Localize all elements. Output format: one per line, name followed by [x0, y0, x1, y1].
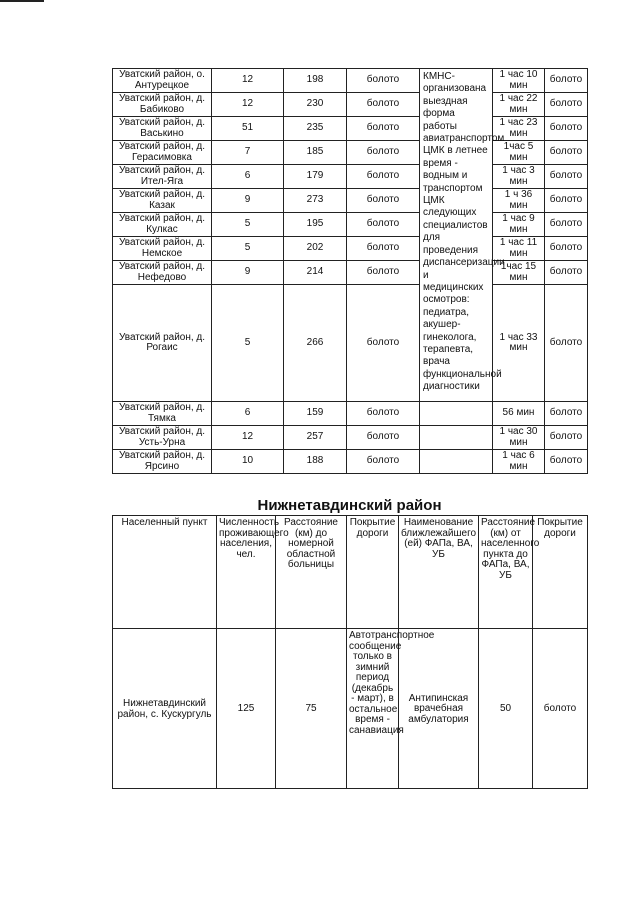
- table-row: [113, 189, 588, 213]
- cell-population: 12: [212, 69, 284, 93]
- cell-facility: Антипинская врачебная амбулатория: [399, 629, 479, 789]
- header-settlement: Населенный пункт: [113, 516, 217, 629]
- cell-road: болото: [347, 213, 420, 237]
- table-row: [113, 261, 588, 285]
- cell-settlement: Уватский район, д. Немское: [113, 237, 212, 261]
- cell-road-2: болото: [545, 117, 588, 141]
- cell-population: 9: [212, 261, 284, 285]
- cell-population: 6: [212, 402, 284, 426]
- cell-distance: 202: [284, 237, 347, 261]
- cell-road: болото: [347, 117, 420, 141]
- cell-distance: 214: [284, 261, 347, 285]
- cell-travel-time: 1 ч 36 мин: [493, 189, 545, 213]
- cell-settlement: Уватский район, д. Казак: [113, 189, 212, 213]
- table-row: [113, 117, 588, 141]
- cell-settlement: Уватский район, д. Тямка: [113, 402, 212, 426]
- header-road: Покрытие дороги: [347, 516, 399, 629]
- cell-population: 125: [217, 629, 276, 789]
- cell-travel-time: 56 мин: [493, 402, 545, 426]
- cell-road-2: болото: [545, 165, 588, 189]
- cell-population: 5: [212, 285, 284, 402]
- cell-road-2: болото: [545, 213, 588, 237]
- header-road-2: Покрытие дороги: [533, 516, 588, 629]
- cell-road-2: болото: [545, 450, 588, 474]
- cell-settlement: Уватский район, о. Антурецкое: [113, 69, 212, 93]
- cell-distance: 195: [284, 213, 347, 237]
- table-header-row: [113, 516, 588, 629]
- cell-distance: 185: [284, 141, 347, 165]
- cell-settlement: Уватский район, д. Рогаис: [113, 285, 212, 402]
- cell-settlement: Уватский район, д. Нефедово: [113, 261, 212, 285]
- cell-travel-time: 1час 15 мин: [493, 261, 545, 285]
- cell-road-2: болото: [533, 629, 588, 789]
- cell-road: болото: [347, 285, 420, 402]
- table-row: [113, 450, 588, 474]
- cell-road-2: болото: [545, 93, 588, 117]
- cell-road-2: болото: [545, 426, 588, 450]
- cell-distance: 75: [276, 629, 347, 789]
- cell-empty: [420, 402, 493, 426]
- cell-population: 12: [212, 93, 284, 117]
- cell-outreach-note: КМНС-организована выездная форма работы авиатранспортом ЦМК в летнее время - водным и транспортом ЦМК следующих специалистов для проведения диспансеризации и медицинских осмотров: педиатра, акушер-гинеколога, терапевта, врача функциональной диагностики: [420, 69, 493, 402]
- cell-road: болото: [347, 450, 420, 474]
- cell-settlement: Уватский район, д. Ярсино: [113, 450, 212, 474]
- cell-population: 5: [212, 237, 284, 261]
- cell-road: болото: [347, 141, 420, 165]
- cell-road: болото: [347, 165, 420, 189]
- cell-road-2: болото: [545, 261, 588, 285]
- cell-distance: 188: [284, 450, 347, 474]
- header-facility: Наименование ближлежайшего (ей) ФАПа, ВА, УБ: [399, 516, 479, 629]
- cell-distance: 257: [284, 426, 347, 450]
- cell-travel-time: 1 час 33 мин: [493, 285, 545, 402]
- cell-settlement: Уватский район, д. Васькино: [113, 117, 212, 141]
- settlements-table-nizhnetavda: [112, 515, 588, 789]
- cell-distance: 159: [284, 402, 347, 426]
- cell-travel-time: 1 час 6 мин: [493, 450, 545, 474]
- cell-settlement: Уватский район, д. Бабиково: [113, 93, 212, 117]
- cell-population: 9: [212, 189, 284, 213]
- cell-population: 12: [212, 426, 284, 450]
- header-population: Численность проживающего населения, чел.: [217, 516, 276, 629]
- cell-road: Автотранспортное сообщение только в зимний период (декабрь - март), в остальное время - санавиация: [347, 629, 399, 789]
- cell-settlement: Уватский район, д. Усть-Урна: [113, 426, 212, 450]
- header-distance: Расстояние (км) до номерной областной больницы: [276, 516, 347, 629]
- table-row: [113, 141, 588, 165]
- cell-travel-time: 1 час 30 мин: [493, 426, 545, 450]
- table-row: [113, 165, 588, 189]
- cell-population: 6: [212, 165, 284, 189]
- cell-road: болото: [347, 189, 420, 213]
- cell-distance: 179: [284, 165, 347, 189]
- cell-distance-to-facility: 50: [479, 629, 533, 789]
- cell-travel-time: 1час 5 мин: [493, 141, 545, 165]
- table-row: [113, 285, 588, 402]
- table-row: [113, 69, 588, 93]
- cell-travel-time: 1 час 9 мин: [493, 213, 545, 237]
- cell-settlement: Уватский район, д. Кулкас: [113, 213, 212, 237]
- cell-population: 5: [212, 213, 284, 237]
- cell-empty: [420, 450, 493, 474]
- table-row: [113, 237, 588, 261]
- cell-road-2: болото: [545, 189, 588, 213]
- cell-road-2: болото: [545, 69, 588, 93]
- cell-travel-time: 1 час 10 мин: [493, 69, 545, 93]
- page-edge-mark: [0, 0, 44, 2]
- cell-distance: 235: [284, 117, 347, 141]
- cell-empty: [420, 426, 493, 450]
- cell-population: 7: [212, 141, 284, 165]
- cell-distance: 230: [284, 93, 347, 117]
- cell-road-2: болото: [545, 285, 588, 402]
- cell-road: болото: [347, 237, 420, 261]
- table-row: [113, 402, 588, 426]
- cell-road: болото: [347, 69, 420, 93]
- cell-travel-time: 1 час 11 мин: [493, 237, 545, 261]
- cell-travel-time: 1 час 3 мин: [493, 165, 545, 189]
- cell-road-2: болото: [545, 402, 588, 426]
- cell-travel-time: 1 час 23 мин: [493, 117, 545, 141]
- cell-distance: 198: [284, 69, 347, 93]
- cell-settlement: Уватский район, д. Ител-Яга: [113, 165, 212, 189]
- table-row: [113, 629, 588, 789]
- cell-settlement: Уватский район, д. Герасимовка: [113, 141, 212, 165]
- cell-population: 51: [212, 117, 284, 141]
- cell-travel-time: 1 час 22 мин: [493, 93, 545, 117]
- cell-settlement: Нижнетавдинский район, с. Кускургуль: [113, 629, 217, 789]
- cell-road: болото: [347, 402, 420, 426]
- cell-road: болото: [347, 93, 420, 117]
- cell-road: болото: [347, 426, 420, 450]
- settlements-table-uvat: [112, 68, 588, 474]
- section-title: Нижнетавдинский район: [257, 497, 442, 514]
- cell-road-2: болото: [545, 237, 588, 261]
- cell-road-2: болото: [545, 141, 588, 165]
- header-distance-to-facility: Расстояние (км) от населенного пункта до ФАПа, ВА, УБ: [479, 516, 533, 629]
- table-row: [113, 213, 588, 237]
- cell-distance: 273: [284, 189, 347, 213]
- cell-distance: 266: [284, 285, 347, 402]
- cell-road: болото: [347, 261, 420, 285]
- table-row: [113, 426, 588, 450]
- cell-population: 10: [212, 450, 284, 474]
- table-row: [113, 93, 588, 117]
